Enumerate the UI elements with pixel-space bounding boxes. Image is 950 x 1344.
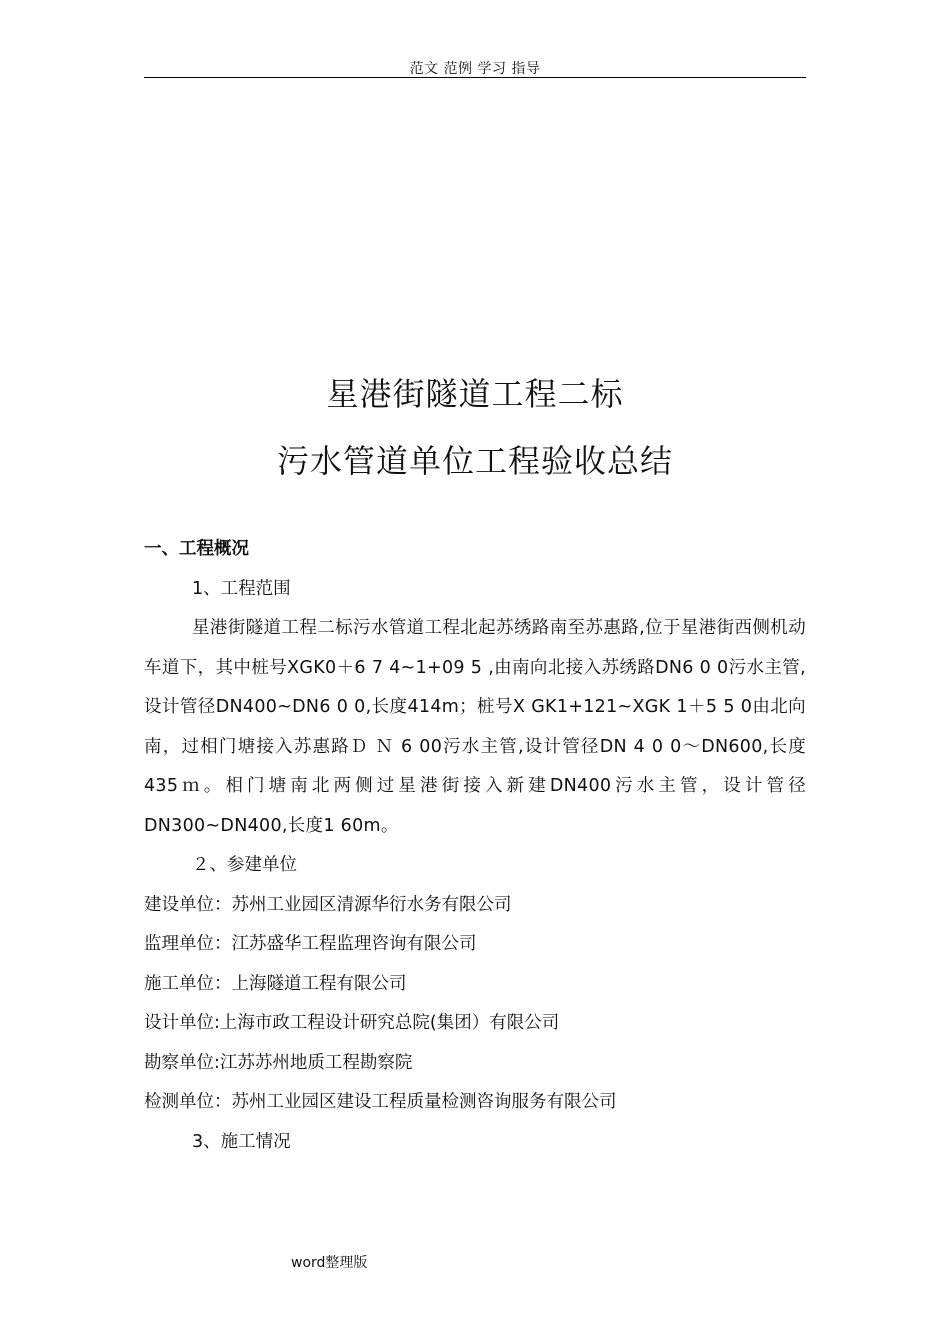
section-heading: 一、工程概况 xyxy=(144,539,249,559)
subsection-heading-scope: 1、工程范围 xyxy=(192,578,291,599)
unit-line-testing: 检测单位：苏州工业园区建设工程质量检测咨询服务有限公司 xyxy=(144,1092,617,1112)
unit-line-designer: 设计单位:上海市政工程设计研究总院(集团）有限公司 xyxy=(144,1013,560,1033)
document-title-line-2: 污水管道单位工程验收总结 xyxy=(276,442,673,480)
document-body xyxy=(144,530,806,1162)
unit-line-contractor: 施工单位：上海隧道工程有限公司 xyxy=(144,973,407,994)
header-rule xyxy=(144,77,806,78)
subsection-heading-construction: 3、施工情况 xyxy=(192,1131,291,1152)
unit-line-supervisor: 监理单位：江苏盛华工程监理咨询有限公司 xyxy=(144,934,477,954)
unit-line-owner: 建设单位：苏州工业园区清源华衍水务有限公司 xyxy=(144,894,512,915)
page-header: 范文 范例 学习 指导 xyxy=(409,61,541,77)
unit-line-survey: 勘察单位:江苏苏州地质工程勘察院 xyxy=(144,1052,413,1073)
scope-paragraph: 星港街隧道工程二标污水管道工程北起苏绣路南至苏惠路,位于星港街西侧机动车道下，其中桩号XGK0＋6 7 4~1+09 5 ,由南向北接入苏绣路DN6 0 0污水主管,设计管径DN400~DN6 0 0,长度414m；桩号X GK1+121~XGK 1＋5 5 0由北向南，过相门塘接入苏惠路Ｄ Ｎ 6 00污水主管,设计管径DN 4 0 0～DN600,长度435ｍ。相门塘南北两侧过星港街接入新建DN400污水主管，设计管径DN300~DN400,长度1 60m。 xyxy=(144,618,806,836)
page-footer: word整理版 xyxy=(291,1255,368,1271)
document-title-line-1: 星港街隧道工程二标 xyxy=(326,375,624,413)
subsection-heading-participants: ２、参建单位 xyxy=(192,855,297,875)
